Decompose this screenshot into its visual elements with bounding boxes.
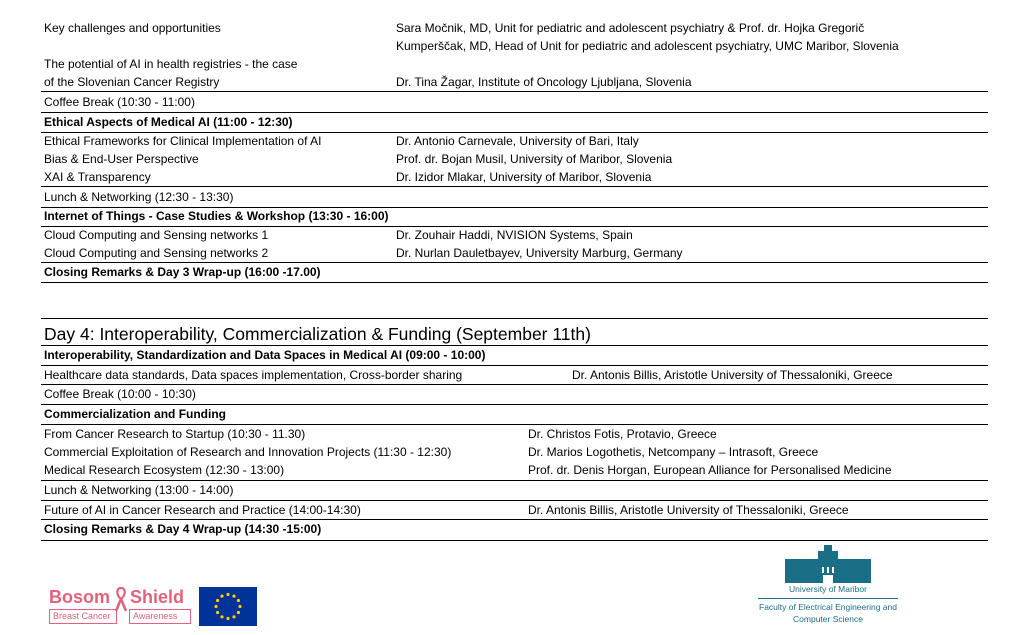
logo-word-bosom: Bosom [49, 587, 111, 607]
speaker-text: Dr. Marios Logothetis, Netcompany – Intrasoft, Greece [528, 445, 819, 459]
session-title: Bias & End-User Perspective [44, 152, 199, 166]
lunch-break: Lunch & Networking (13:00 - 14:00) [44, 483, 234, 497]
session-title: Future of AI in Cancer Research and Practice (14:00-14:30) [44, 503, 361, 517]
eu-flag-logo [199, 587, 257, 626]
divider [41, 207, 988, 208]
divider [41, 186, 988, 187]
logo-word-shield: Shield [130, 587, 185, 607]
section-heading: Ethical Aspects of Medical AI (11:00 - 12:30) [44, 115, 293, 129]
lunch-break: Lunch & Networking (12:30 - 13:30) [44, 190, 234, 204]
divider [41, 500, 988, 501]
session-title: Commercial Exploitation of Research and Innovation Projects (11:30 - 12:30) [44, 445, 452, 459]
session-title: From Cancer Research to Startup (10:30 - 11.30) [44, 427, 306, 441]
divider [41, 384, 988, 385]
logo-awareness: Awareness [129, 609, 191, 624]
divider [41, 226, 988, 227]
section-heading: Commercialization and Funding [44, 407, 227, 421]
speaker-text: Sara Močnik, MD, Unit for pediatric and adolescent psychiatry & Prof. dr. Hojka Gregorič [396, 21, 865, 35]
session-title: The potential of AI in health registries - the case [44, 57, 298, 71]
divider [41, 519, 988, 520]
faculty-name: Faculty of Electrical Engineering and Computer Science [759, 602, 897, 624]
divider [41, 480, 988, 481]
session-title: Cloud Computing and Sensing networks 2 [44, 246, 269, 260]
speaker-text: Dr. Antonis Billis, Aristotle University of Thessaloniki, Greece [528, 503, 849, 517]
university-of-maribor-logo [758, 545, 898, 627]
speaker-text: Kumperščak, MD, Head of Unit for pediatric and adolescent psychiatry, UMC Maribor, Slovenia [396, 39, 899, 53]
day-title: Day 4: Interoperability, Commercialization & Funding (September 11th) [44, 324, 591, 344]
speaker-text: Dr. Nurlan Dauletbayev, University Marburg, Germany [396, 246, 683, 260]
divider [41, 91, 988, 92]
session-title: Medical Research Ecosystem (12:30 - 13:00) [44, 463, 285, 477]
session-title: Ethical Frameworks for Clinical Implementation of AI [44, 134, 322, 148]
session-title: Healthcare data standards, Data spaces implementation, Cross-border sharing [44, 368, 463, 382]
section-heading: Interoperability, Standardization and Data Spaces in Medical AI (09:00 - 10:00) [44, 348, 486, 362]
speaker-text: Dr. Christos Fotis, Protavio, Greece [528, 427, 717, 441]
divider [41, 404, 988, 405]
divider [41, 132, 988, 133]
session-title: of the Slovenian Cancer Registry [44, 75, 220, 89]
speaker-text: Prof. dr. Bojan Musil, University of Maribor, Slovenia [396, 152, 673, 166]
bosom-shield-logo [49, 587, 193, 627]
speaker-text: Dr. Tina Žagar, Institute of Oncology Ljubljana, Slovenia [396, 75, 692, 89]
divider [41, 262, 988, 263]
session-title: Cloud Computing and Sensing networks 1 [44, 228, 269, 242]
divider [41, 318, 988, 319]
speaker-text: Prof. dr. Denis Horgan, European Alliance for Personalised Medicine [528, 463, 892, 477]
speaker-text: Dr. Antonio Carnevale, University of Bari, Italy [396, 134, 639, 148]
university-building-icon [785, 545, 871, 583]
divider [41, 282, 988, 283]
session-title: Key challenges and opportunities [44, 21, 221, 35]
session-title: XAI & Transparency [44, 170, 151, 184]
coffee-break: Coffee Break (10:00 - 10:30) [44, 387, 196, 401]
eu-stars-icon [199, 587, 257, 626]
closing-remarks: Closing Remarks & Day 4 Wrap-up (14:30 -15:00) [44, 522, 322, 536]
speaker-text: Dr. Antonis Billis, Aristotle University of Thessaloniki, Greece [572, 368, 893, 382]
coffee-break: Coffee Break (10:30 - 11:00) [44, 95, 195, 109]
logo-breast-cancer: Breast Cancer [49, 609, 117, 624]
divider [41, 540, 988, 541]
divider [41, 345, 988, 346]
divider [41, 365, 988, 366]
speaker-text: Dr. Izidor Mlakar, University of Maribor, Slovenia [396, 170, 652, 184]
divider [41, 424, 988, 425]
university-name: University of Maribor [789, 584, 867, 594]
closing-remarks: Closing Remarks & Day 3 Wrap-up (16:00 -17.00) [44, 265, 321, 279]
section-heading: Internet of Things - Case Studies & Workshop (13:30 - 16:00) [44, 209, 389, 223]
speaker-text: Dr. Zouhair Haddi, NVISION Systems, Spain [396, 228, 633, 242]
divider [41, 112, 988, 113]
divider [758, 598, 898, 599]
